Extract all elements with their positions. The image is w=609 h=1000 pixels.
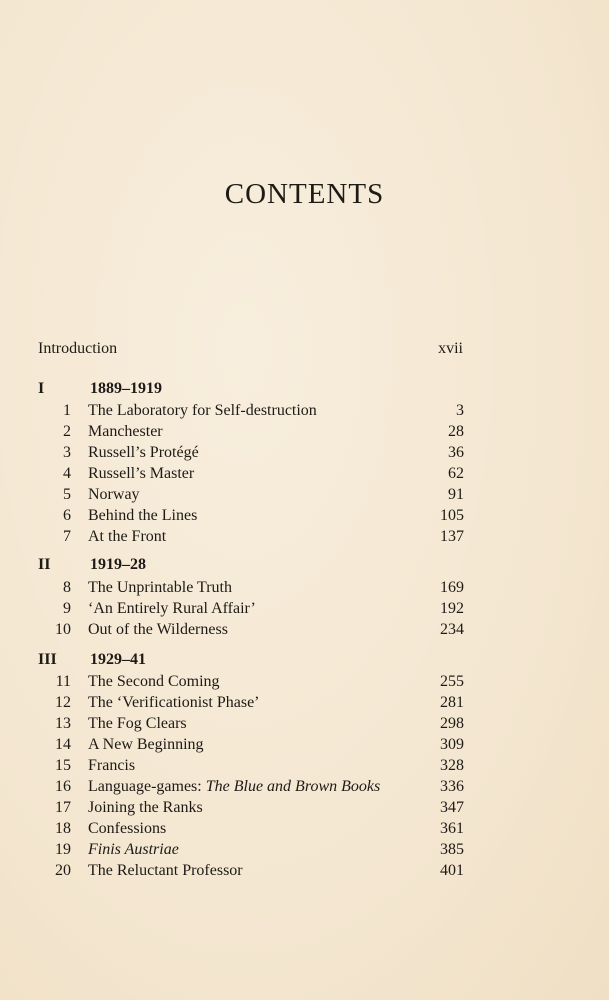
chapter-page-number: 28 — [448, 423, 464, 440]
chapter-entry — [38, 423, 464, 444]
chapter-page-number: 281 — [440, 694, 464, 711]
chapter-entry — [38, 528, 464, 549]
chapter-entry — [38, 778, 464, 799]
chapter-title: ‘An Entirely Rural Affair’ — [88, 600, 256, 617]
chapter-entry — [38, 402, 464, 423]
chapter-number: 13 — [55, 715, 71, 732]
chapter-title: Russell’s Protégé — [88, 444, 199, 461]
chapter-page-number: 36 — [448, 444, 464, 461]
chapter-number: 1 — [63, 402, 71, 419]
chapter-title: Manchester — [88, 423, 163, 440]
chapter-number: 3 — [63, 444, 71, 461]
introduction-entry — [38, 340, 463, 358]
part-numeral: III — [38, 651, 57, 668]
chapter-page-number: 169 — [440, 579, 464, 596]
chapter-entry — [38, 600, 464, 621]
part-years: 1889–1919 — [90, 380, 162, 397]
chapter-title: Francis — [88, 757, 136, 774]
chapter-number: 4 — [63, 465, 71, 482]
chapter-entry — [38, 444, 464, 465]
chapter-number: 10 — [55, 621, 71, 638]
chapter-page-number: 91 — [448, 486, 464, 503]
chapter-page-number: 361 — [440, 820, 464, 837]
chapter-number: 14 — [55, 736, 71, 753]
chapter-title-italic: Finis Austriae — [88, 841, 179, 858]
chapter-page-number: 255 — [440, 673, 464, 690]
chapter-page-number: 234 — [440, 621, 464, 638]
chapter-page-number: 3 — [456, 402, 464, 419]
chapter-title: The Second Coming — [88, 673, 220, 690]
chapter-number: 2 — [63, 423, 71, 440]
chapter-entry — [38, 673, 464, 694]
chapter-page-number: 309 — [440, 736, 464, 753]
introduction-label: Introduction — [38, 340, 118, 357]
chapter-page-number: 336 — [440, 778, 464, 795]
part-heading-2 — [38, 556, 468, 578]
chapter-entry — [38, 862, 464, 883]
chapter-title: The Unprintable Truth — [88, 579, 232, 596]
chapter-page-number: 137 — [440, 528, 464, 545]
chapter-number: 17 — [55, 799, 71, 816]
chapter-title: Joining the Ranks — [88, 799, 203, 816]
chapter-number: 20 — [55, 862, 71, 879]
chapter-number: 18 — [55, 820, 71, 837]
page-title: CONTENTS — [224, 178, 385, 210]
chapter-page-number: 192 — [440, 600, 464, 617]
chapter-title: A New Beginning — [88, 736, 204, 753]
chapter-number: 6 — [63, 507, 71, 524]
chapter-entry — [38, 736, 464, 757]
part-years: 1929–41 — [90, 651, 146, 668]
chapter-entry — [38, 820, 464, 841]
chapter-title: Language-games: The Blue and Brown Books — [88, 778, 381, 795]
chapter-entry — [38, 621, 464, 642]
chapter-number: 9 — [63, 600, 71, 617]
chapter-title: Behind the Lines — [88, 507, 198, 524]
chapter-title: The Fog Clears — [88, 715, 187, 732]
chapter-number: 7 — [63, 528, 71, 545]
chapter-number: 11 — [55, 673, 71, 690]
chapter-number: 15 — [55, 757, 71, 774]
chapter-title: Norway — [88, 486, 140, 503]
chapter-title: The Reluctant Professor — [88, 862, 243, 879]
chapter-entry — [38, 486, 464, 507]
part-numeral: II — [38, 556, 51, 573]
chapter-entry — [38, 579, 464, 600]
part-heading-1 — [38, 380, 468, 402]
chapter-number: 8 — [63, 579, 71, 596]
chapter-number: 19 — [55, 841, 71, 858]
chapter-title: The Laboratory for Self-destruction — [88, 402, 317, 419]
chapter-page-number: 347 — [440, 799, 464, 816]
introduction-page-number: xvii — [438, 340, 463, 357]
chapter-entry — [38, 715, 464, 736]
chapter-title — [88, 841, 179, 859]
chapter-entry — [38, 799, 464, 820]
chapter-page-number: 401 — [440, 862, 464, 879]
chapter-entry — [38, 841, 464, 862]
part-numeral: I — [38, 380, 45, 397]
chapter-page-number: 298 — [440, 715, 464, 732]
chapter-number: 12 — [55, 694, 71, 711]
chapter-title: Out of the Wilderness — [88, 621, 228, 638]
chapter-number: 16 — [55, 778, 71, 795]
chapter-number: 5 — [63, 486, 71, 503]
chapter-page-number: 105 — [440, 507, 464, 524]
part-heading-3 — [38, 651, 468, 673]
chapter-title-italic: The Blue and Brown Books — [205, 778, 381, 795]
chapter-entry — [38, 694, 464, 715]
chapter-entry — [38, 757, 464, 778]
chapter-title: At the Front — [88, 528, 167, 545]
chapter-entry — [38, 507, 464, 528]
chapter-entry — [38, 465, 464, 486]
chapter-page-number: 62 — [448, 465, 464, 482]
part-years: 1919–28 — [90, 556, 146, 573]
chapter-title: Russell’s Master — [88, 465, 195, 482]
chapter-page-number: 385 — [440, 841, 464, 858]
chapter-page-number: 328 — [440, 757, 464, 774]
chapter-title: Confessions — [88, 820, 167, 837]
chapter-title: The ‘Verificationist Phase’ — [88, 694, 260, 711]
